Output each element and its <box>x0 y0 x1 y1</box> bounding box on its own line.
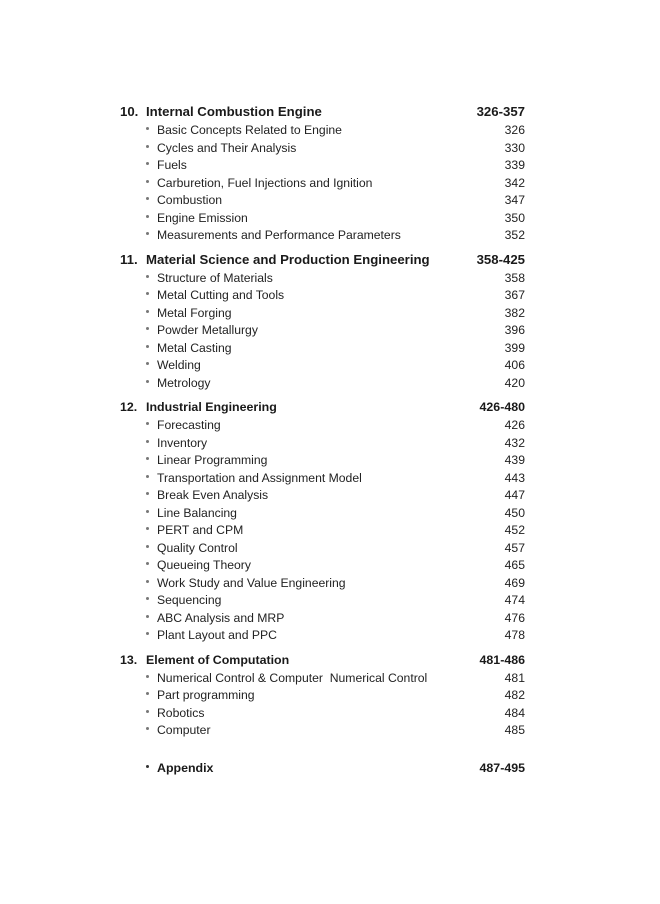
topic-page: 482 <box>504 688 525 702</box>
topic-label: Sequencing <box>157 593 222 607</box>
topic-item[interactable] <box>120 340 525 358</box>
topic-item[interactable] <box>120 417 525 435</box>
topic-label: Welding <box>157 358 201 372</box>
chapter-title: Material Science and Production Engineering <box>146 251 430 267</box>
topic-page: 406 <box>504 358 525 372</box>
topic-label: Transportation and Assignment Model <box>157 470 362 485</box>
table-of-contents <box>120 102 525 778</box>
topic-label: ABC Analysis and MRP <box>157 610 285 625</box>
chapter-page-range: 326-357 <box>476 104 525 119</box>
topic-item[interactable] <box>120 227 525 245</box>
topic-item[interactable] <box>120 175 525 193</box>
topic-item[interactable] <box>120 322 525 340</box>
topic-list <box>120 417 525 645</box>
topic-page: 476 <box>504 610 525 625</box>
topic-page: 481 <box>504 670 525 685</box>
chapter-number: 11. <box>120 251 138 267</box>
topic-page: 478 <box>504 628 525 642</box>
chapter-13 <box>120 650 525 740</box>
chapter-12 <box>120 397 525 645</box>
chapter-page-range: 481-486 <box>479 652 525 667</box>
chapter-number: 13. <box>120 652 138 667</box>
topic-item[interactable] <box>120 192 525 210</box>
topic-page: 443 <box>504 470 525 485</box>
topic-item[interactable] <box>120 157 525 175</box>
topic-item[interactable] <box>120 435 525 453</box>
topic-item[interactable] <box>120 122 525 140</box>
topic-list <box>120 122 525 245</box>
topic-label: Forecasting <box>157 418 221 432</box>
topic-page: 465 <box>504 558 525 572</box>
chapter-heading[interactable] <box>120 102 525 122</box>
topic-item[interactable] <box>120 140 525 158</box>
topic-label: Metrology <box>157 375 211 390</box>
topic-page: 330 <box>504 140 525 155</box>
topic-label: Computer <box>157 723 211 737</box>
topic-label: Queueing Theory <box>157 558 251 572</box>
topic-label: Carburetion, Fuel Injections and Ignition <box>157 175 373 190</box>
topic-item[interactable] <box>120 287 525 305</box>
chapter-heading[interactable] <box>120 650 525 670</box>
topic-page: 352 <box>504 228 525 242</box>
topic-label: Break Even Analysis <box>157 488 269 502</box>
topic-label: Powder Metallurgy <box>157 323 258 337</box>
topic-item[interactable] <box>120 357 525 375</box>
chapter-title: Internal Combustion Engine <box>146 104 322 119</box>
topic-list <box>120 270 525 393</box>
topic-page: 420 <box>504 375 525 390</box>
topic-item[interactable] <box>120 210 525 228</box>
topic-item[interactable] <box>120 592 525 610</box>
topic-item[interactable] <box>120 522 525 540</box>
chapter-title: Industrial Engineering <box>146 400 277 414</box>
topic-page: 485 <box>504 723 525 737</box>
topic-label: Work Study and Value Engineering <box>157 575 346 590</box>
topic-item[interactable] <box>120 557 525 575</box>
topic-page: 326 <box>504 123 525 137</box>
chapter-title: Element of Computation <box>146 652 290 667</box>
appendix-entry[interactable] <box>120 758 525 778</box>
topic-label: Engine Emission <box>157 210 248 225</box>
topic-page: 347 <box>504 193 525 207</box>
topic-item[interactable] <box>120 452 525 470</box>
topic-page: 484 <box>504 705 525 720</box>
topic-page: 426 <box>504 418 525 432</box>
chapter-10 <box>120 102 525 245</box>
topic-item[interactable] <box>120 487 525 505</box>
topic-label: Robotics <box>157 705 205 720</box>
topic-item[interactable] <box>120 705 525 723</box>
topic-item[interactable] <box>120 470 525 488</box>
topic-label: Metal Cutting and Tools <box>157 288 285 302</box>
topic-item[interactable] <box>120 505 525 523</box>
topic-page: 350 <box>504 210 525 225</box>
topic-page: 469 <box>504 575 525 590</box>
topic-page: 447 <box>504 488 525 502</box>
topic-page: 396 <box>504 323 525 337</box>
topic-label: Linear Programming <box>157 453 268 467</box>
topic-item[interactable] <box>120 722 525 740</box>
topic-label: Numerical Control & Computer Numerical Control <box>157 670 428 685</box>
topic-label: Metal Casting <box>157 340 232 355</box>
topic-page: 432 <box>504 435 525 450</box>
topic-page: 382 <box>504 305 525 320</box>
topic-label: Line Balancing <box>157 505 237 520</box>
topic-item[interactable] <box>120 540 525 558</box>
chapter-number: 12. <box>120 400 138 414</box>
topic-page: 439 <box>504 453 525 467</box>
topic-item[interactable] <box>120 670 525 688</box>
topic-page: 457 <box>504 540 525 555</box>
topic-page: 342 <box>504 175 525 190</box>
chapter-11 <box>120 250 525 393</box>
chapter-page-range: 426-480 <box>479 400 525 414</box>
topic-label: Basic Concepts Related to Engine <box>157 123 342 137</box>
topic-label: Measurements and Performance Parameters <box>157 228 401 242</box>
topic-list <box>120 670 525 740</box>
topic-label: Structure of Materials <box>157 270 273 285</box>
chapter-heading[interactable] <box>120 397 525 417</box>
topic-label: Inventory <box>157 435 208 450</box>
topic-label: Fuels <box>157 158 187 172</box>
topic-page: 452 <box>504 523 525 537</box>
topic-item[interactable] <box>120 305 525 323</box>
topic-item[interactable] <box>120 575 525 593</box>
topic-label: Metal Forging <box>157 305 232 320</box>
topic-page: 367 <box>504 288 525 302</box>
topic-label: Cycles and Their Analysis <box>157 140 297 155</box>
chapter-heading[interactable] <box>120 250 525 270</box>
topic-page: 358 <box>504 270 525 285</box>
chapter-page-range: 358-425 <box>476 251 525 267</box>
topic-label: Part programming <box>157 688 255 702</box>
topic-item[interactable] <box>120 610 525 628</box>
topic-label: PERT and CPM <box>157 523 244 537</box>
topic-item[interactable] <box>120 270 525 288</box>
topic-item[interactable] <box>120 627 525 645</box>
topic-page: 399 <box>504 340 525 355</box>
topic-label: Quality Control <box>157 540 238 555</box>
chapter-number: 10. <box>120 104 139 119</box>
appendix-page-range: 487-495 <box>479 760 525 775</box>
topic-page: 450 <box>504 505 525 520</box>
topic-item[interactable] <box>120 687 525 705</box>
topic-label: Plant Layout and PPC <box>157 628 277 642</box>
topic-label: Combustion <box>157 193 223 207</box>
appendix-label: Appendix <box>157 760 214 775</box>
topic-page: 474 <box>504 593 525 607</box>
topic-page: 339 <box>504 158 525 172</box>
topic-item[interactable] <box>120 375 525 393</box>
